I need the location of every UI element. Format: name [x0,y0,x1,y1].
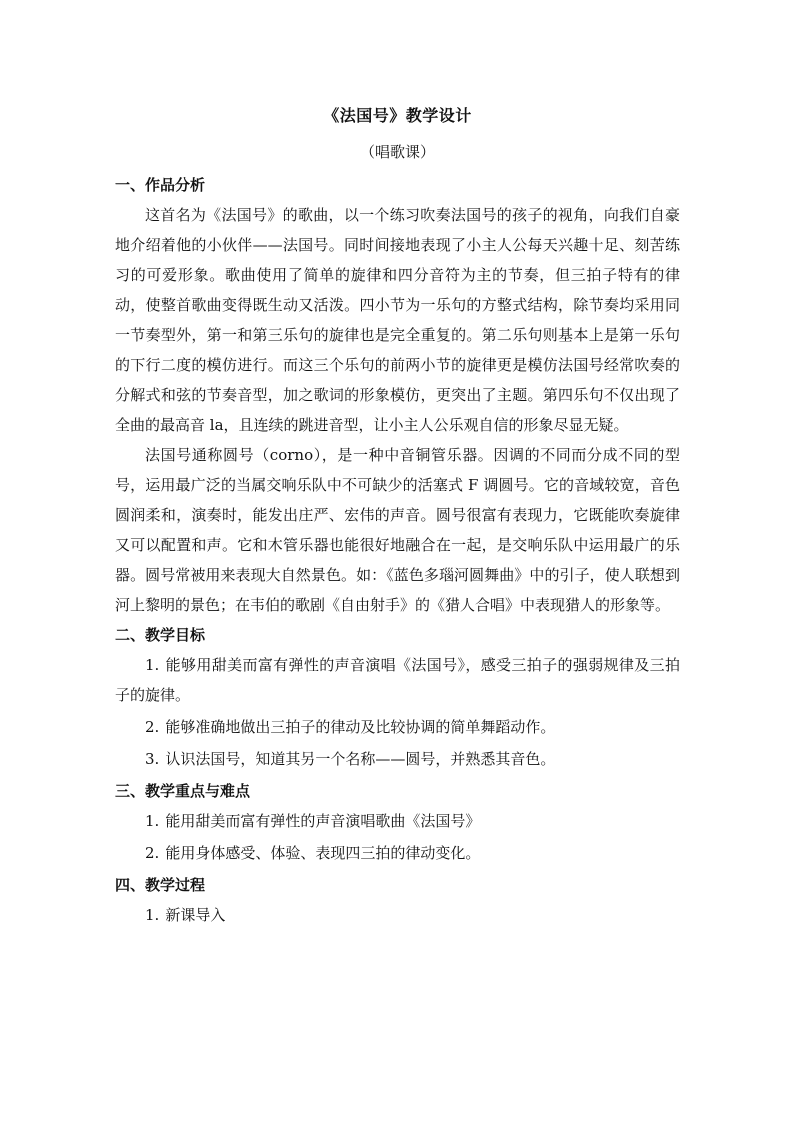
analysis-paragraph-1: 这首名为《法国号》的歌曲，以一个练习吹奏法国号的孩子的视角，向我们自豪地介绍着他的小伙伴——法国号。同时间接地表现了小主人公每天兴趣十足、刻苦练习的可爱形象。歌曲使用了简单的旋律和四分音符为主的节奏，但三拍子特有的律动，使整首歌曲变得既生动又活泼。四小节为一乐句的方整式结构，除节奏均采用同一节奏型外，第一和第三乐句的旋律也是完全重复的。第二乐句则基本上是第一乐句的下行二度的模仿进行。而这三个乐句的前两小节的旋律更是模仿法国号经常吹奏的分解式和弦的节奏音型，加之歌词的形象模仿，更突出了主题。第四乐句不仅出现了全曲的最高音 la，且连续的跳进音型，让小主人公乐观自信的形象尽显无疑。 [115,206,680,434]
process-item-1 [115,900,680,930]
list-number: 1. [145,812,160,830]
section-heading-key-points: 三、教学重点与难点 [115,782,251,800]
document-page [115,104,680,932]
list-number: 3. [145,750,160,768]
section-heading-analysis: 一、作品分析 [115,176,206,194]
list-item-text: 能用身体感受、体验、表现四三拍的律动变化。 [165,844,481,862]
objective-item-3 [115,744,680,774]
key-point-item-1 [115,806,680,836]
section-heading-process: 四、教学过程 [115,876,206,894]
key-point-item-2 [115,838,680,868]
document-subtitle: （唱歌课） [359,143,435,161]
list-item-text: 认识法国号，知道其另一个名称——圆号，并熟悉其音色。 [165,750,556,768]
objective-item-1 [115,650,680,710]
analysis-paragraph-2: 法国号通称圆号（corno），是一种中音铜管乐器。因调的不同而分成不同的型号，运用最广泛的当属交响乐队中不可缺少的活塞式 F 调圆号。它的音域较宽，音色圆润柔和，演奏时，能发出庄严、宏伟的声音。圆号很富有表现力，它既能吹奏旋律又可以配置和声。它和木管乐器也能很好地融合在一起，是交响乐队中运用最广的乐器。圆号常被用来表现大自然景色。如：《蓝色多瑙河圆舞曲》中的引子，使人联想到河上黎明的景色；在韦伯的歌剧《自由射手》的《猎人合唱》中表现猎人的形象等。 [115,446,680,614]
list-number: 1. [145,906,160,924]
list-number: 2. [145,844,160,862]
list-number: 2. [145,718,160,736]
section-heading-objectives: 二、教学目标 [115,626,206,644]
document-title: 《法国号》教学设计 [323,106,472,125]
objective-item-2 [115,712,680,742]
list-item-text: 新课导入 [165,906,226,924]
list-item-text: 能够用甜美而富有弹性的声音演唱《法国号》，感受三拍子的强弱规律及三拍子的旋律。 [115,656,680,704]
list-item-text: 能够准确地做出三拍子的律动及比较协调的简单舞蹈动作。 [165,718,556,736]
list-number: 1. [145,656,160,674]
list-item-text: 能用甜美而富有弹性的声音演唱歌曲《法国号》 [165,812,481,830]
